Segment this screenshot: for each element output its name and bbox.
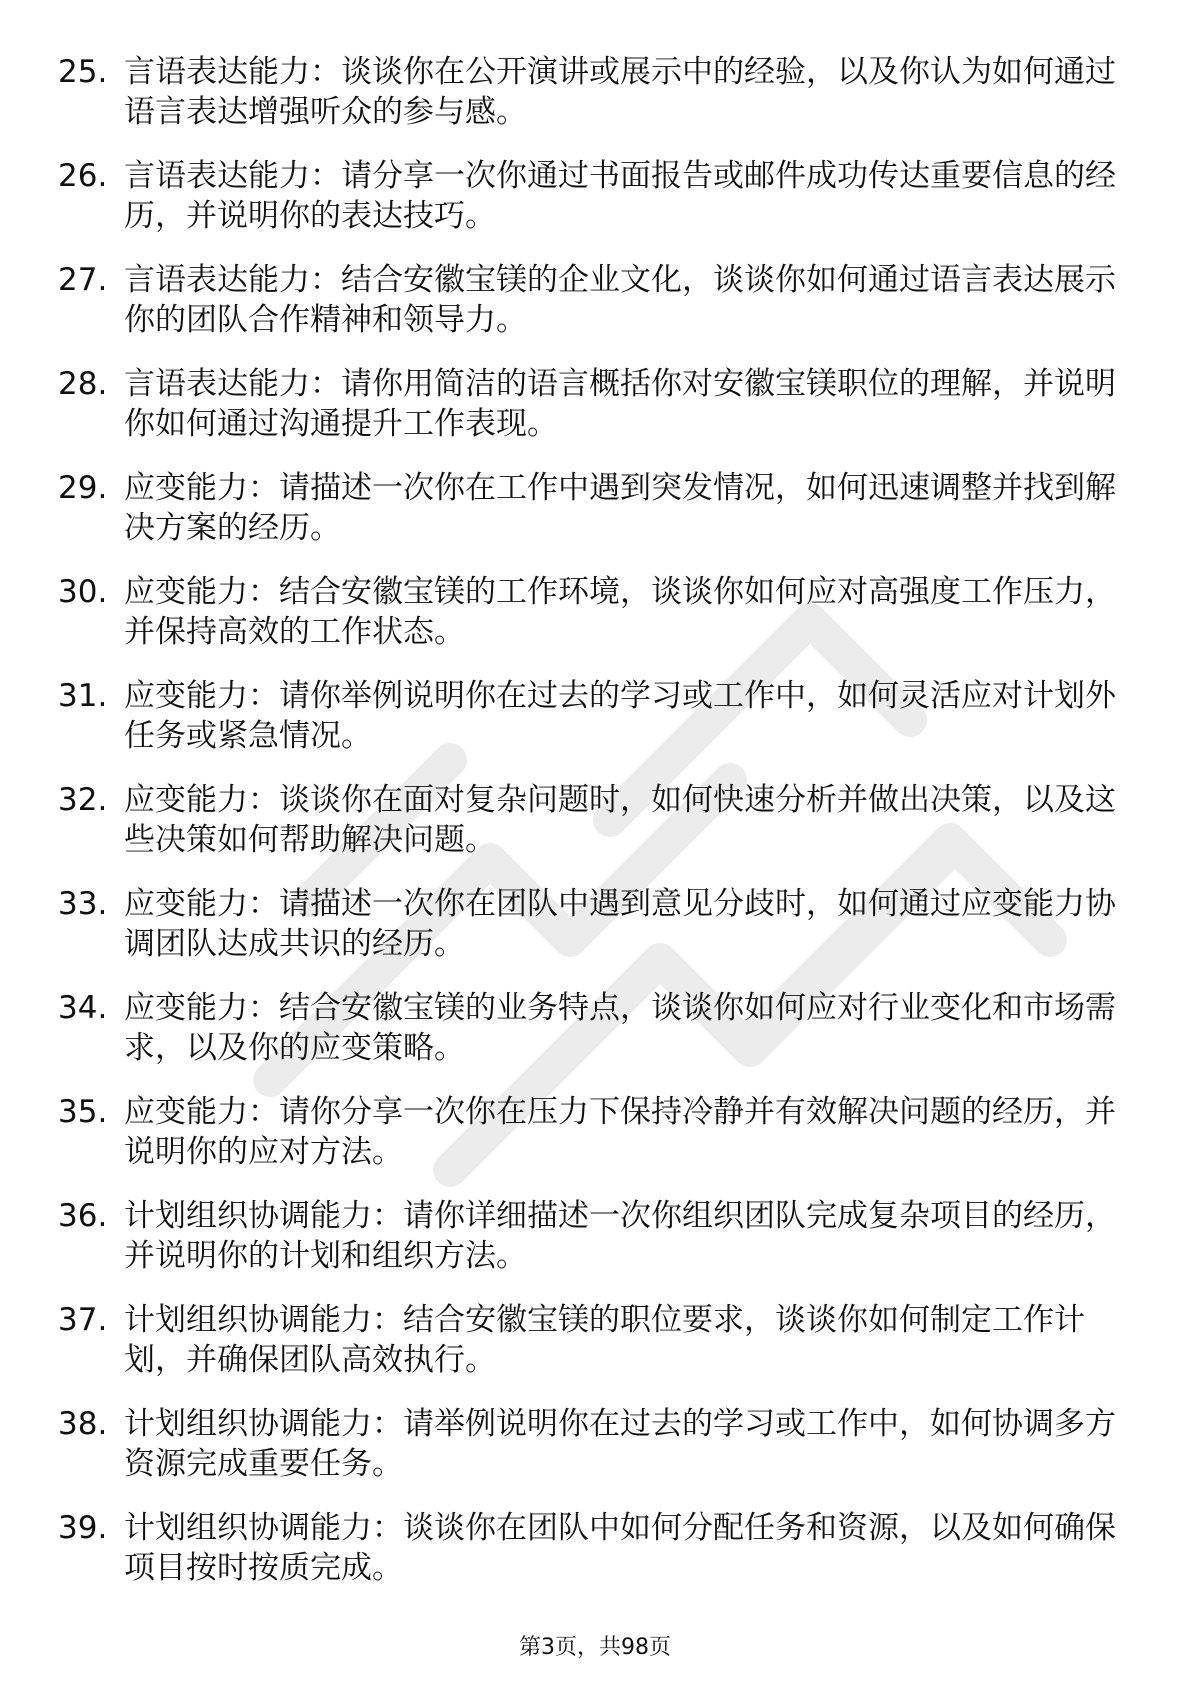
- question-text: 应变能力：请你举例说明你在过去的学习或工作中，如何灵活应对计划外任务或紧急情况。: [124, 678, 1116, 754]
- question-text: 言语表达能力：请分享一次你通过书面报告或邮件成功传达重要信息的经历，并说明你的表达技巧。: [124, 158, 1116, 234]
- question-text: 言语表达能力：请你用简洁的语言概括你对安徽宝镁职位的理解，并说明你如何通过沟通提升工作表现。: [124, 366, 1116, 442]
- question-item: [58, 468, 1118, 572]
- question-text: 应变能力：结合安徽宝镁的工作环境，谈谈你如何应对高强度工作压力，并保持高效的工作状态。: [124, 574, 1116, 650]
- question-number: 32.: [58, 782, 108, 818]
- question-text: 计划组织协调能力：请举例说明你在过去的学习或工作中，如何协调多方资源完成重要任务。: [124, 1406, 1116, 1482]
- question-item: [58, 52, 1118, 156]
- question-text: 计划组织协调能力：请你详细描述一次你组织团队完成复杂项目的经历，并说明你的计划和组织方法。: [124, 1198, 1116, 1274]
- question-number: 27.: [58, 262, 108, 298]
- question-number: 30.: [58, 574, 108, 610]
- question-text: 计划组织协调能力：结合安徽宝镁的职位要求，谈谈你如何制定工作计划，并确保团队高效执行。: [124, 1302, 1085, 1378]
- question-number: 36.: [58, 1198, 108, 1234]
- question-item: [58, 364, 1118, 468]
- question-text: 应变能力：结合安徽宝镁的业务特点，谈谈你如何应对行业变化和市场需求，以及你的应变策略。: [124, 990, 1116, 1066]
- question-number: 38.: [58, 1406, 108, 1442]
- question-item: [58, 988, 1118, 1092]
- question-item: [58, 676, 1118, 780]
- question-item: [58, 1196, 1118, 1300]
- question-item: [58, 1092, 1118, 1196]
- question-number: 28.: [58, 366, 108, 402]
- question-number: 29.: [58, 470, 108, 506]
- question-text: 应变能力：请描述一次你在工作中遇到突发情况，如何迅速调整并找到解决方案的经历。: [124, 470, 1116, 546]
- page-number: 第3页，共98页: [519, 1635, 671, 1660]
- question-item: [58, 572, 1118, 676]
- question-text: 计划组织协调能力：谈谈你在团队中如何分配任务和资源，以及如何确保项目按时按质完成。: [124, 1510, 1116, 1586]
- question-number: 34.: [58, 990, 108, 1026]
- question-number: 39.: [58, 1510, 108, 1546]
- question-text: 应变能力：请描述一次你在团队中遇到意见分歧时，如何通过应变能力协调团队达成共识的经历。: [124, 886, 1116, 962]
- question-item: [58, 1404, 1118, 1508]
- question-item: [58, 1508, 1118, 1612]
- question-item: [58, 260, 1118, 364]
- question-list: [58, 52, 1118, 1612]
- question-number: 37.: [58, 1302, 108, 1338]
- question-number: 33.: [58, 886, 108, 922]
- question-text: 应变能力：谈谈你在面对复杂问题时，如何快速分析并做出决策，以及这些决策如何帮助解决问题。: [124, 782, 1116, 858]
- question-number: 31.: [58, 678, 108, 714]
- question-number: 25.: [58, 54, 108, 90]
- question-number: 26.: [58, 158, 108, 194]
- question-text: 言语表达能力：谈谈你在公开演讲或展示中的经验，以及你认为如何通过语言表达增强听众的参与感。: [124, 54, 1116, 130]
- question-text: 言语表达能力：结合安徽宝镁的企业文化，谈谈你如何通过语言表达展示你的团队合作精神和领导力。: [124, 262, 1116, 338]
- question-item: [58, 780, 1118, 884]
- question-number: 35.: [58, 1094, 108, 1130]
- question-item: [58, 884, 1118, 988]
- question-text: 应变能力：请你分享一次你在压力下保持冷静并有效解决问题的经历，并说明你的应对方法。: [124, 1094, 1116, 1170]
- question-item: [58, 1300, 1118, 1404]
- question-item: [58, 156, 1118, 260]
